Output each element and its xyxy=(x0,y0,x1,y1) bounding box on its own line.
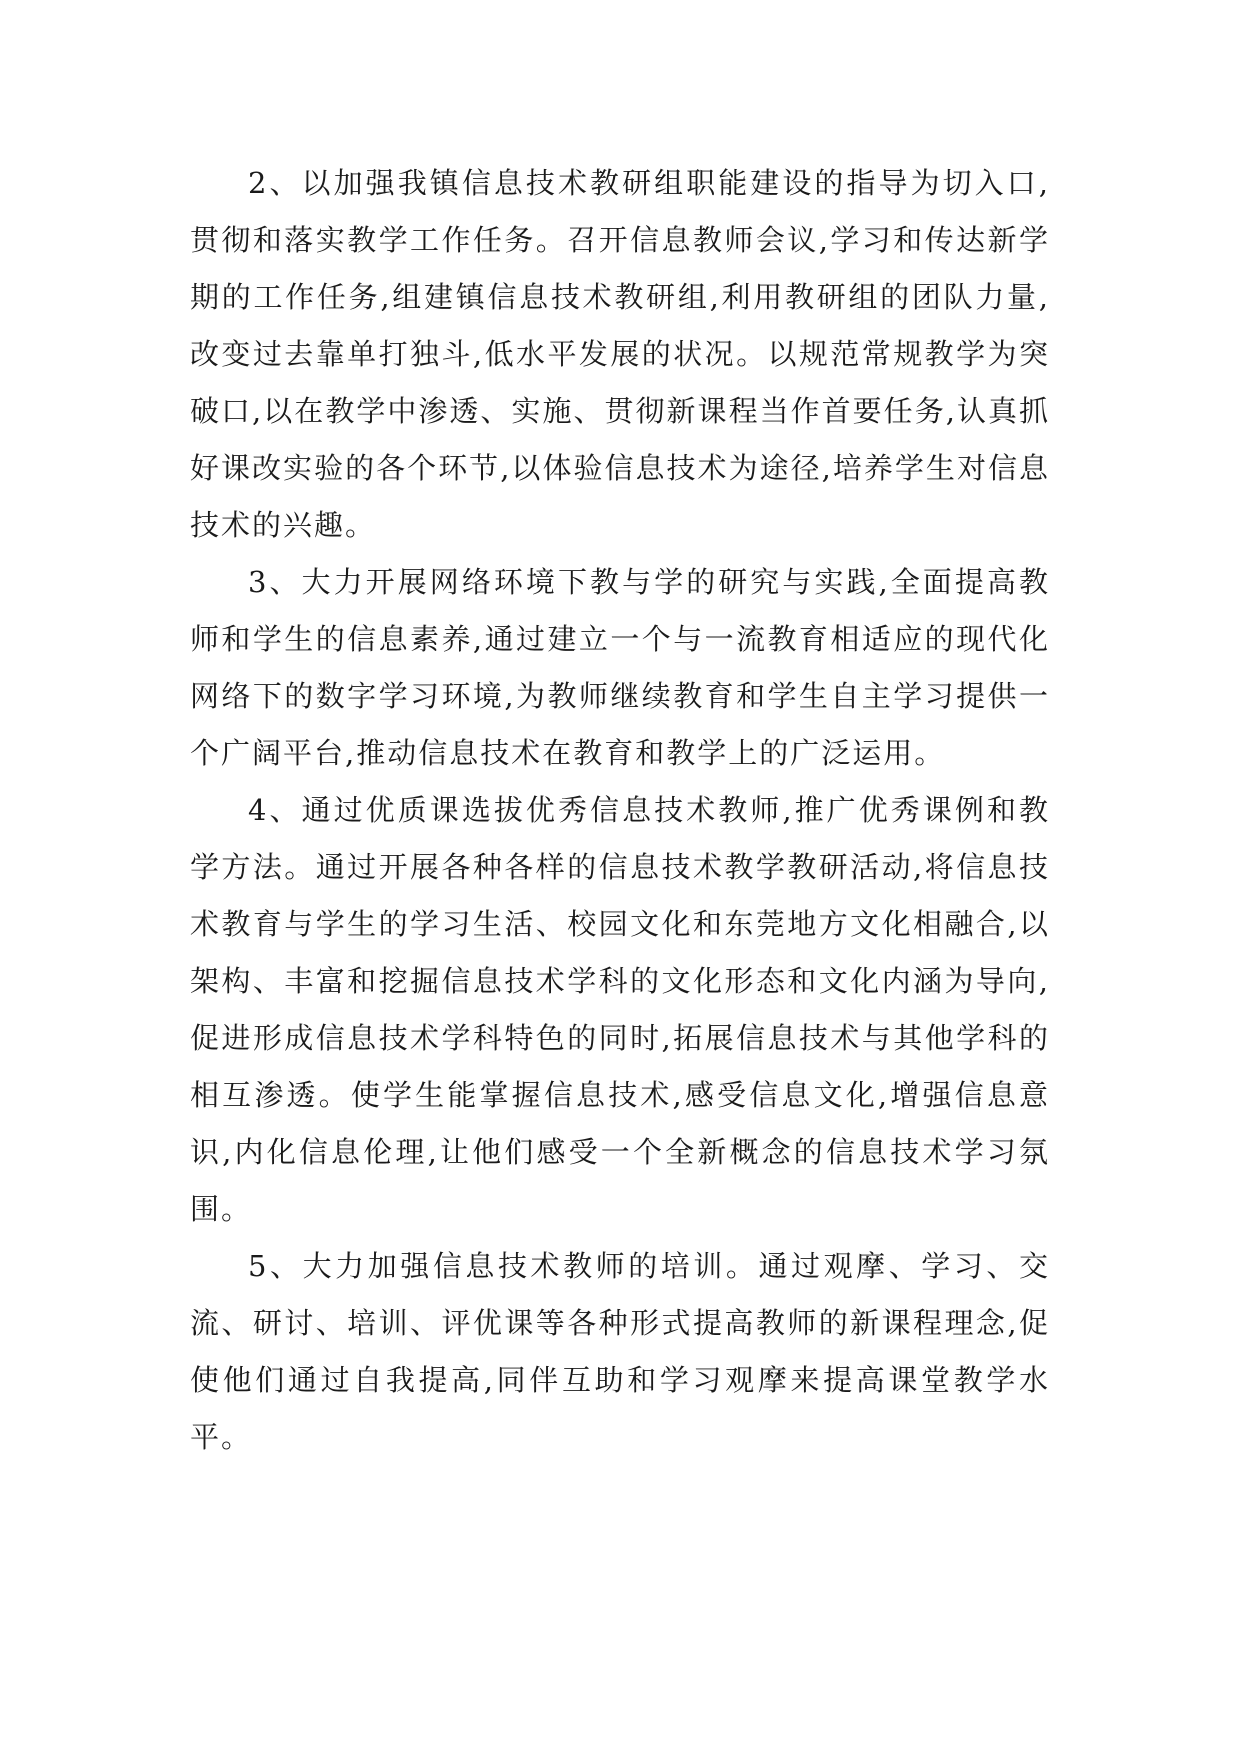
paragraph-3: 3、大力开展网络环境下教与学的研究与实践,全面提高教师和学生的信息素养,通过建立一个与一流教育相适应的现代化网络下的数字学习环境,为教师继续教育和学生自主学习提供一个广阔平台,推动信息技术在教育和教学上的广泛运用。 xyxy=(190,565,1050,770)
paragraph-4: 4、通过优质课选拔优秀信息技术教师,推广优秀课例和教学方法。通过开展各种各样的信息技术教学教研活动,将信息技术教育与学生的学习生活、校园文化和东莞地方文化相融合,以架构、丰富和挖掘信息技术学科的文化形态和文化内涵为导向,促进形成信息技术学科特色的同时,拓展信息技术与其他学科的相互渗透。使学生能掌握信息技术,感受信息文化,增强信息意识,内化信息伦理,让他们感受一个全新概念的信息技术学习氛围。 xyxy=(190,793,1050,1226)
document-body xyxy=(190,155,1050,1466)
paragraph-2: 2、以加强我镇信息技术教研组职能建设的指导为切入口,贯彻和落实教学工作任务。召开信息教师会议,学习和传达新学期的工作任务,组建镇信息技术教研组,利用教研组的团队力量,改变过去靠单打独斗,低水平发展的状况。以规范常规教学为突破口,以在教学中渗透、实施、贯彻新课程当作首要任务,认真抓好课改实验的各个环节,以体验信息技术为途径,培养学生对信息技术的兴趣。 xyxy=(190,166,1050,542)
paragraph-5: 5、大力加强信息技术教师的培训。通过观摩、学习、交流、研讨、培训、评优课等各种形式提高教师的新课程理念,促使他们通过自我提高,同伴互助和学习观摩来提高课堂教学水平。 xyxy=(190,1249,1050,1454)
